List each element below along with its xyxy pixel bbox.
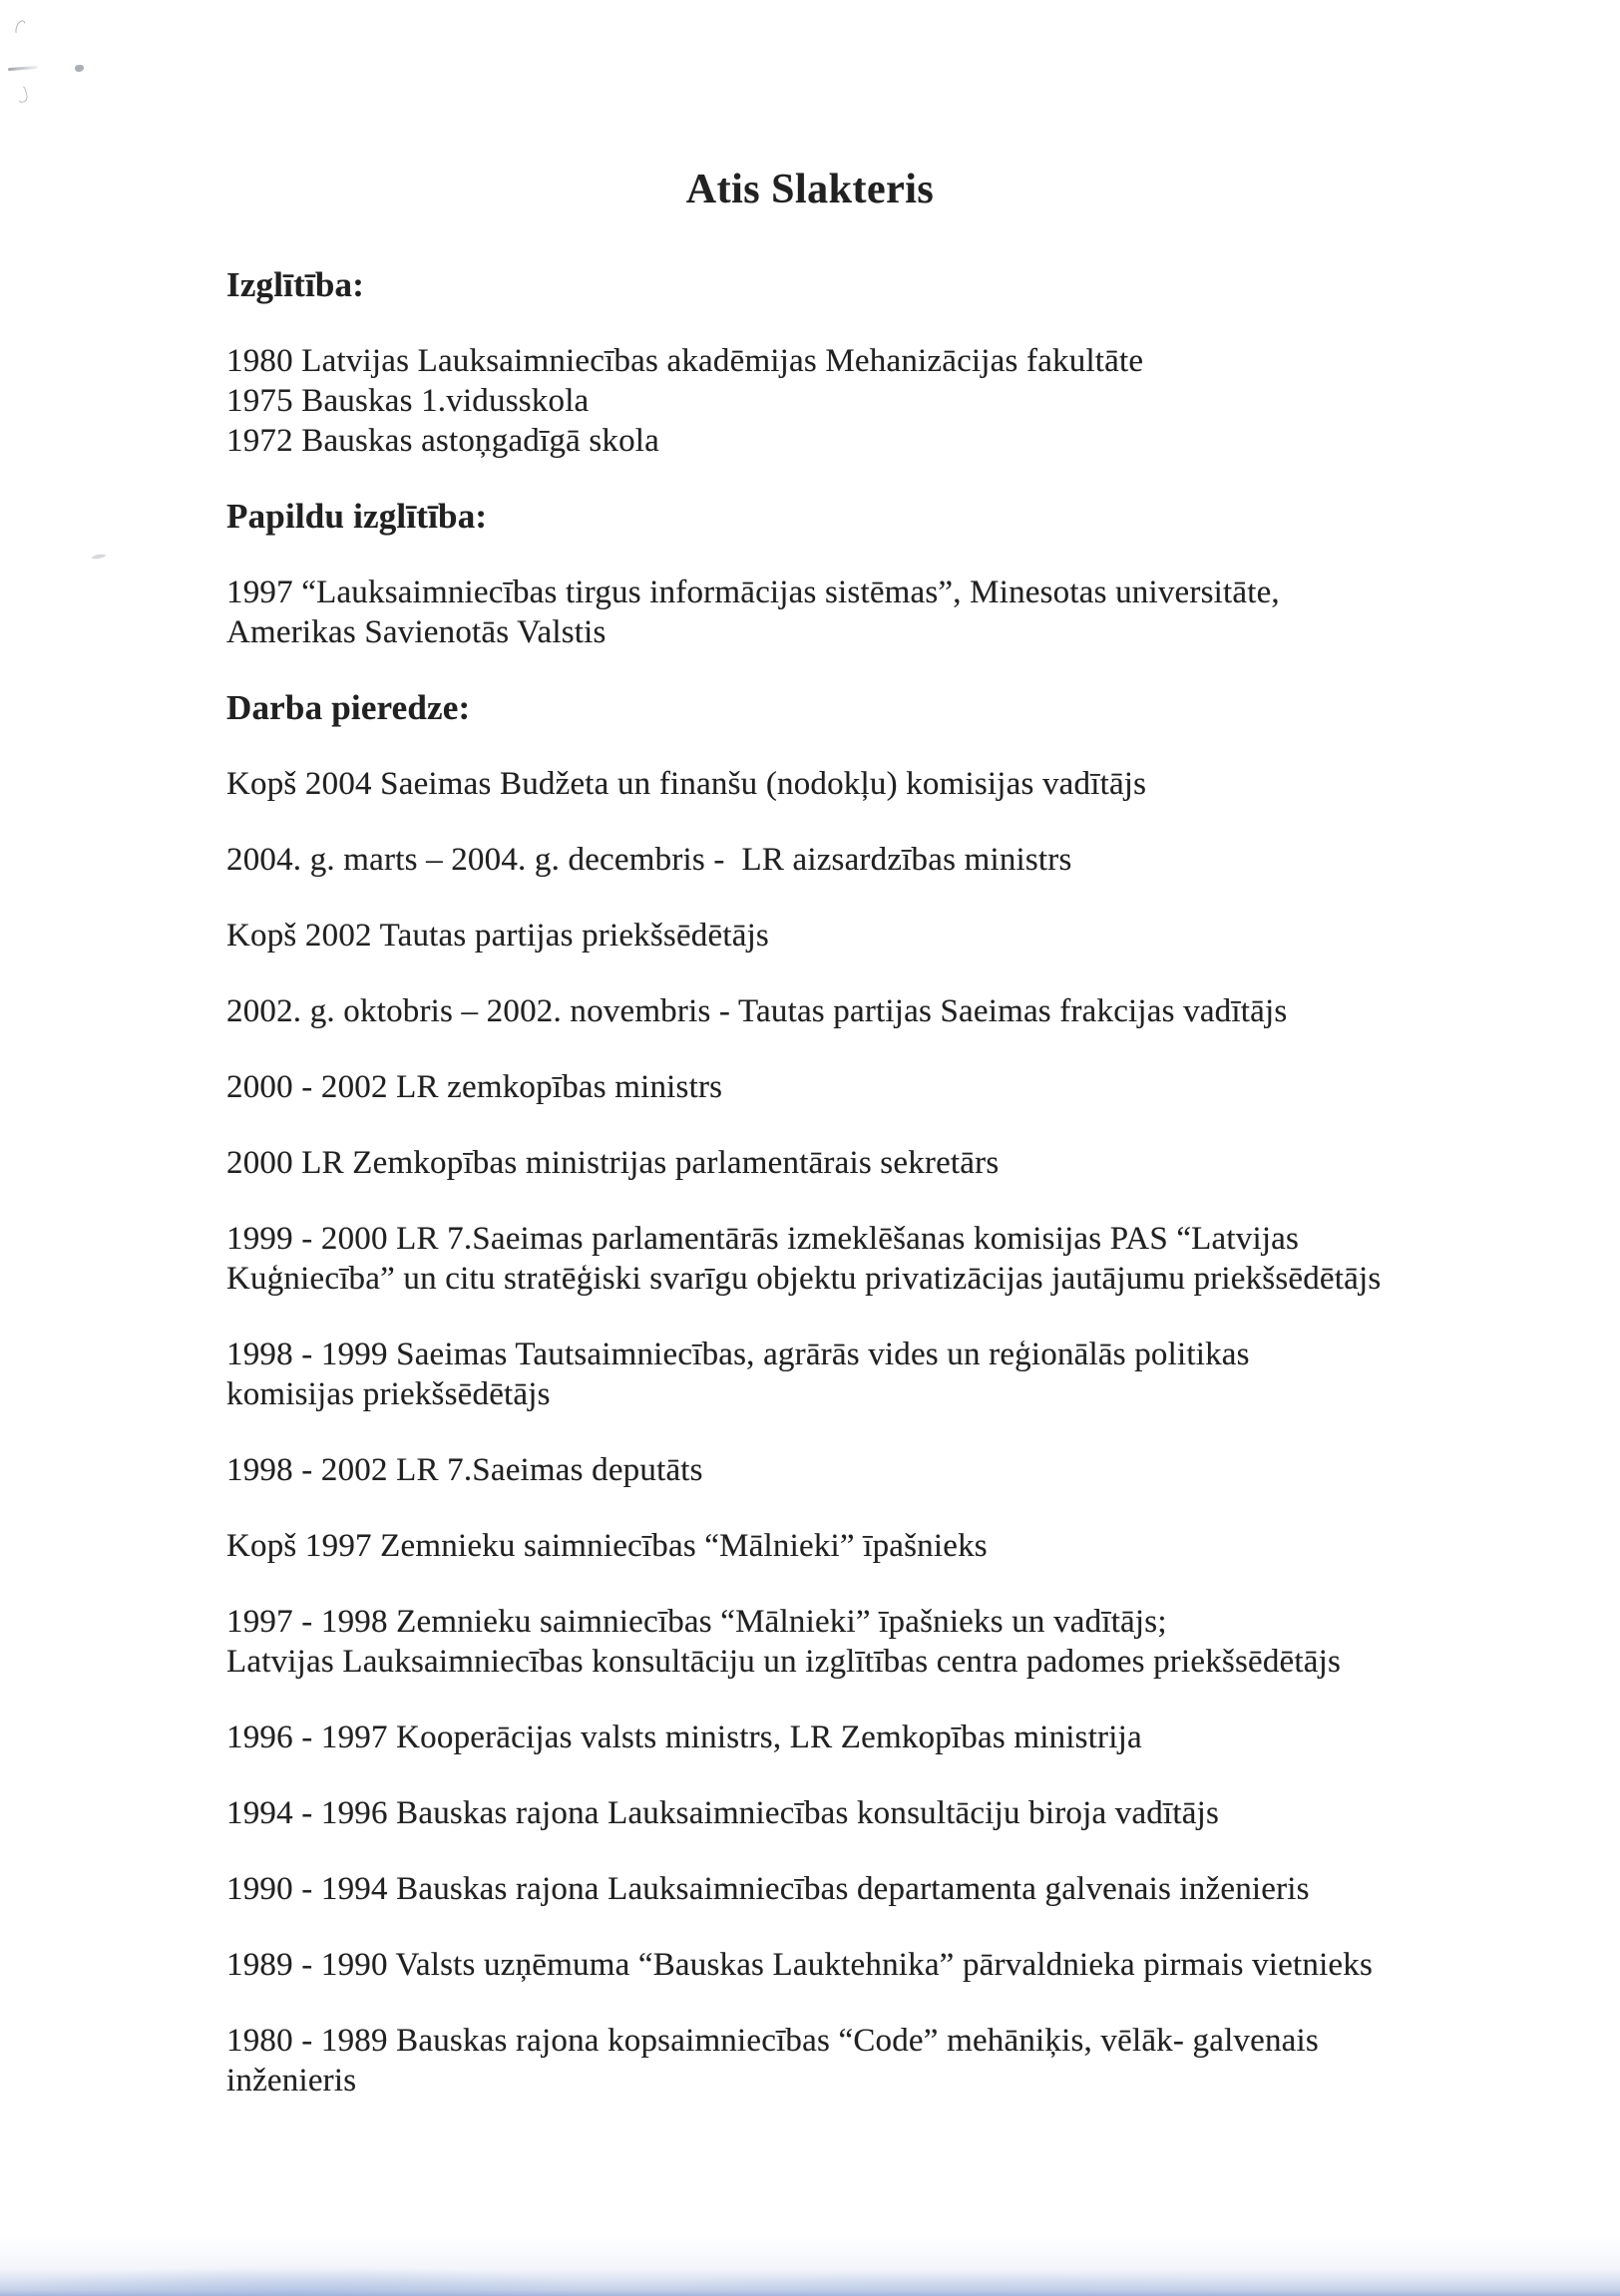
- section-heading: Papildu izglītība:: [226, 497, 488, 536]
- text-line: 2000 - 2002 LR zemkopības ministrs: [226, 1069, 723, 1105]
- document-paragraph: [226, 840, 1520, 880]
- text-line: Amerikas Savienotās Valstis: [226, 614, 607, 650]
- text-line: 1994 - 1996 Bauskas rajona Lauksaimniecības konsultāciju biroja vadītājs: [226, 1795, 1220, 1831]
- text-line: Kopš 2002 Tautas partijas priekšsēdētājs: [226, 918, 769, 954]
- text-line: 1998 - 1999 Saeimas Tautsaimniecības, agrārās vides un reģionālās politikas: [226, 1337, 1250, 1372]
- text-line: Kuģniecība” un citu stratēģiski svarīgu objektu privatizācijas jautājumu priekšsēdētājs: [226, 1261, 1382, 1297]
- text-line: inženieris: [226, 2063, 357, 2099]
- text-line: 1972 Bauskas astoņgadīgā skola: [226, 423, 660, 459]
- document-paragraph: [226, 1526, 1520, 1566]
- document-paragraph: [226, 341, 1520, 461]
- text-line: 1997 “Lauksaimniecības tirgus informācijas sistēmas”, Minesotas universitāte,: [226, 574, 1280, 610]
- text-line: 1997 - 1998 Zemnieku saimniecības “Mālnieki” īpašnieks un vadītājs;: [226, 1604, 1167, 1640]
- document-paragraph: [226, 1945, 1520, 1985]
- document-paragraph: [226, 991, 1520, 1031]
- text-line: 1980 Latvijas Lauksaimniecības akadēmijas Mehanizācijas fakultāte: [226, 343, 1144, 379]
- document-paragraph: [226, 1219, 1520, 1299]
- text-line: Latvijas Lauksaimniecības konsultāciju un izglītības centra padomes priekšsēdētājs: [226, 1644, 1342, 1680]
- text-line: 2004. g. marts – 2004. g. decembris - LR aizsardzības ministrs: [226, 842, 1072, 878]
- document-paragraph: [226, 1718, 1520, 1757]
- document-paragraph: [226, 573, 1520, 652]
- document-paragraph: [226, 1869, 1520, 1909]
- document-paragraph: [226, 2021, 1520, 2101]
- document-paragraph: [226, 1450, 1520, 1490]
- text-line: 2002. g. oktobris – 2002. novembris - Tautas partijas Saeimas frakcijas vadītājs: [226, 993, 1288, 1029]
- document-paragraph: [226, 916, 1520, 956]
- text-line: 1999 - 2000 LR 7.Saeimas parlamentārās izmeklēšanas komisijas PAS “Latvijas: [226, 1221, 1300, 1257]
- document-paragraph: [226, 1067, 1520, 1107]
- text-line: 2000 LR Zemkopības ministrijas parlamentārais sekretārs: [226, 1145, 1000, 1181]
- text-line: 1998 - 2002 LR 7.Saeimas deputāts: [226, 1452, 703, 1488]
- section-heading: Darba pieredze:: [226, 688, 471, 727]
- text-line: komisijas priekšsēdētājs: [226, 1376, 551, 1412]
- document-paragraph: [226, 764, 1520, 804]
- section-heading: Izglītība:: [226, 265, 365, 304]
- text-line: Kopš 1997 Zemnieku saimniecības “Mālnieki” īpašnieks: [226, 1528, 988, 1564]
- title-row: [0, 166, 1620, 213]
- document-paragraph: [226, 1602, 1520, 1682]
- document-body: [226, 265, 1520, 2101]
- text-line: 1996 - 1997 Kooperācijas valsts ministrs, LR Zemkopības ministrija: [226, 1720, 1142, 1755]
- text-line: 1990 - 1994 Bauskas rajona Lauksaimniecības departamenta galvenais inženieris: [226, 1871, 1310, 1907]
- document-paragraph: [226, 1335, 1520, 1414]
- text-line: 1989 - 1990 Valsts uzņēmuma “Bauskas Lauktehnika” pārvaldnieka pirmais vietnieks: [226, 1947, 1374, 1983]
- document-paragraph: [226, 1143, 1520, 1183]
- document-paragraph: [226, 1793, 1520, 1833]
- text-line: 1975 Bauskas 1.vidusskola: [226, 383, 590, 419]
- document-title: Atis Slakteris: [685, 167, 935, 212]
- text-line: Kopš 2004 Saeimas Budžeta un finanšu (nodokļu) komisijas vadītājs: [226, 766, 1147, 802]
- scan-edge-artifact: [0, 2236, 1620, 2296]
- text-line: 1980 - 1989 Bauskas rajona kopsaimniecības “Code” mehāniķis, vēlāk- galvenais: [226, 2023, 1319, 2059]
